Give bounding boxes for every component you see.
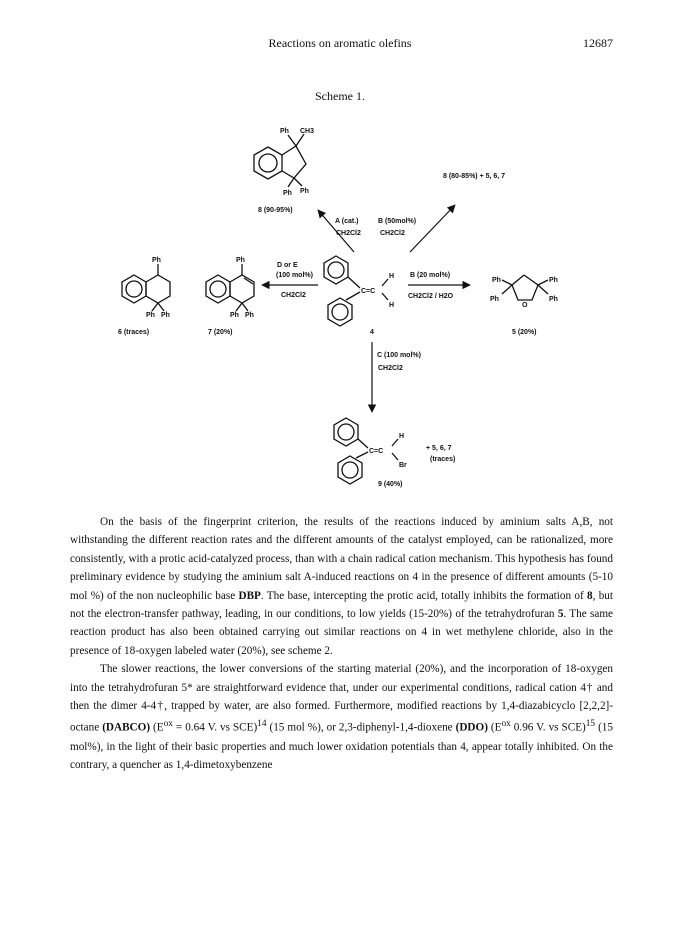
- compound-9-label: 9 (40%): [378, 481, 403, 488]
- product-8-yield-right: 8 (80-85%) + 5, 6, 7: [443, 173, 506, 180]
- body-text: [70, 513, 613, 774]
- reaction-scheme: [0, 100, 680, 500]
- product-8-yield-top: 8 (90-95%): [258, 207, 293, 214]
- ref-14: 14: [257, 719, 267, 730]
- structure-8-top: [254, 134, 306, 187]
- label-ph: Ph: [280, 128, 289, 135]
- condition-B-20-solvent: CH2Cl2 / H2O: [408, 293, 454, 300]
- plus-567: + 5, 6, 7: [426, 445, 452, 452]
- compound-ref-5: 5: [557, 608, 564, 621]
- label-ph: Ph: [490, 296, 499, 303]
- compound-7-label: 7 (20%): [208, 329, 233, 336]
- condition-A-solvent: CH2Cl2: [336, 230, 361, 237]
- label-ph: Ph: [283, 190, 292, 197]
- arrow-B: [410, 205, 455, 252]
- condition-D-or-E-solvent: CH2Cl2: [281, 292, 306, 299]
- label-o: O: [522, 302, 528, 309]
- label-ph: Ph: [152, 257, 161, 264]
- condition-A: A (cat.): [335, 218, 359, 225]
- label-ph: Ph: [146, 312, 155, 319]
- condition-D-or-E-amount: (100 mol%): [276, 272, 313, 279]
- running-title: Reactions on aromatic olefins: [268, 36, 412, 50]
- label-ph: Ph: [161, 312, 170, 319]
- label-ph: Ph: [245, 312, 254, 319]
- label-ph: Ph: [492, 277, 501, 284]
- label-h: H: [389, 302, 395, 309]
- structure-4: [324, 256, 388, 326]
- compound-ref-8: 8: [587, 589, 593, 602]
- label-ch3: CH3: [300, 128, 315, 135]
- label-cc: C=C: [361, 288, 376, 295]
- label-h: H: [399, 433, 405, 440]
- page-header: [0, 36, 680, 52]
- label-ph: Ph: [230, 312, 239, 319]
- traces-label: (traces): [430, 456, 456, 463]
- label-br: Br: [399, 462, 407, 469]
- condition-C-solvent: CH2Cl2: [378, 365, 403, 372]
- scheme-title: Scheme 1.: [315, 89, 365, 103]
- paragraph-1: On the basis of the fingerprint criterion, the results of the reactions induced by aminium salts A,B, not withstanding the different reaction rates and the different amounts of the catalyst employed, can be rationalized, more consistently, with a protic acid-catalyzed process, than with a chain radical cation mechanism. This hypothesis has found preliminary evidence by studying the aminium salt A-induced reactions on 4 in the presence of different amounts (5-10 mol %) of the non nucleophilic base DBP. The base, intercepting the protic acid, totally inhibits the formation of 8, but not the electron-transfer pathway, leading, in our conditions, to low yields (15-20%) of the tetrahydrofuran 5. The same reaction product has also been obtained carrying out similar reactions on 4 in wet methylene chloride, also in the presence of 18-oxygen labeled water (20%), see scheme 2.: [70, 516, 614, 657]
- label-ph: Ph: [300, 188, 309, 195]
- dbp: DBP: [238, 589, 261, 602]
- condition-D-or-E: D or E: [277, 262, 298, 269]
- label-cc: C=C: [369, 448, 384, 455]
- label-ph: Ph: [549, 296, 558, 303]
- label-ph: Ph: [236, 257, 245, 264]
- compound-5-label: 5 (20%): [512, 329, 537, 336]
- condition-B: B (50mol%): [378, 218, 417, 225]
- ref-15: 15: [585, 719, 596, 730]
- structure-7: [206, 264, 254, 311]
- condition-C: C (100 mol%): [377, 352, 421, 359]
- condition-B-20: B (20 mol%): [410, 272, 451, 279]
- condition-B-solvent: CH2Cl2: [380, 230, 405, 237]
- page-number: 12687: [583, 36, 613, 50]
- paragraph-2: The slower reactions, the lower conversions of the starting material (20%), and the incorporation of 18-oxygen into the tetrahydrofuran 5* are straightforward evidence that, under our experimental conditions, radical cation 4† and then the dimer 4-4†, trapped by water, are also formed. Furthermore, modified reactions by 1,4-diazabicyclo [2,2,2]-octane (DABCO) ($E^{ox} = 0.64$ V. vs SCE)$^{14}$ (15 mol %), or 2,3-diphenyl-1,4-dioxene (DDO) ($E^{ox}$ 0.96 V. vs SCE)$^{15}$ (15 mol%), in the light of their basic properties and much lower oxidation potentials than 4, appear totally inhibited. On the contrary, a quencher as 1,4-dimetoxybenzene: [70, 663, 613, 772]
- dabco: (DABCO): [102, 722, 151, 735]
- compound-6-label: 6 (traces): [118, 329, 150, 336]
- compound-4-label: 4: [370, 329, 374, 336]
- structure-5: [502, 275, 548, 300]
- structure-9: [334, 418, 398, 484]
- label-ph: Ph: [549, 277, 558, 284]
- ddo: (DDO): [455, 722, 488, 735]
- label-h: H: [389, 273, 395, 280]
- structure-6: [122, 264, 170, 311]
